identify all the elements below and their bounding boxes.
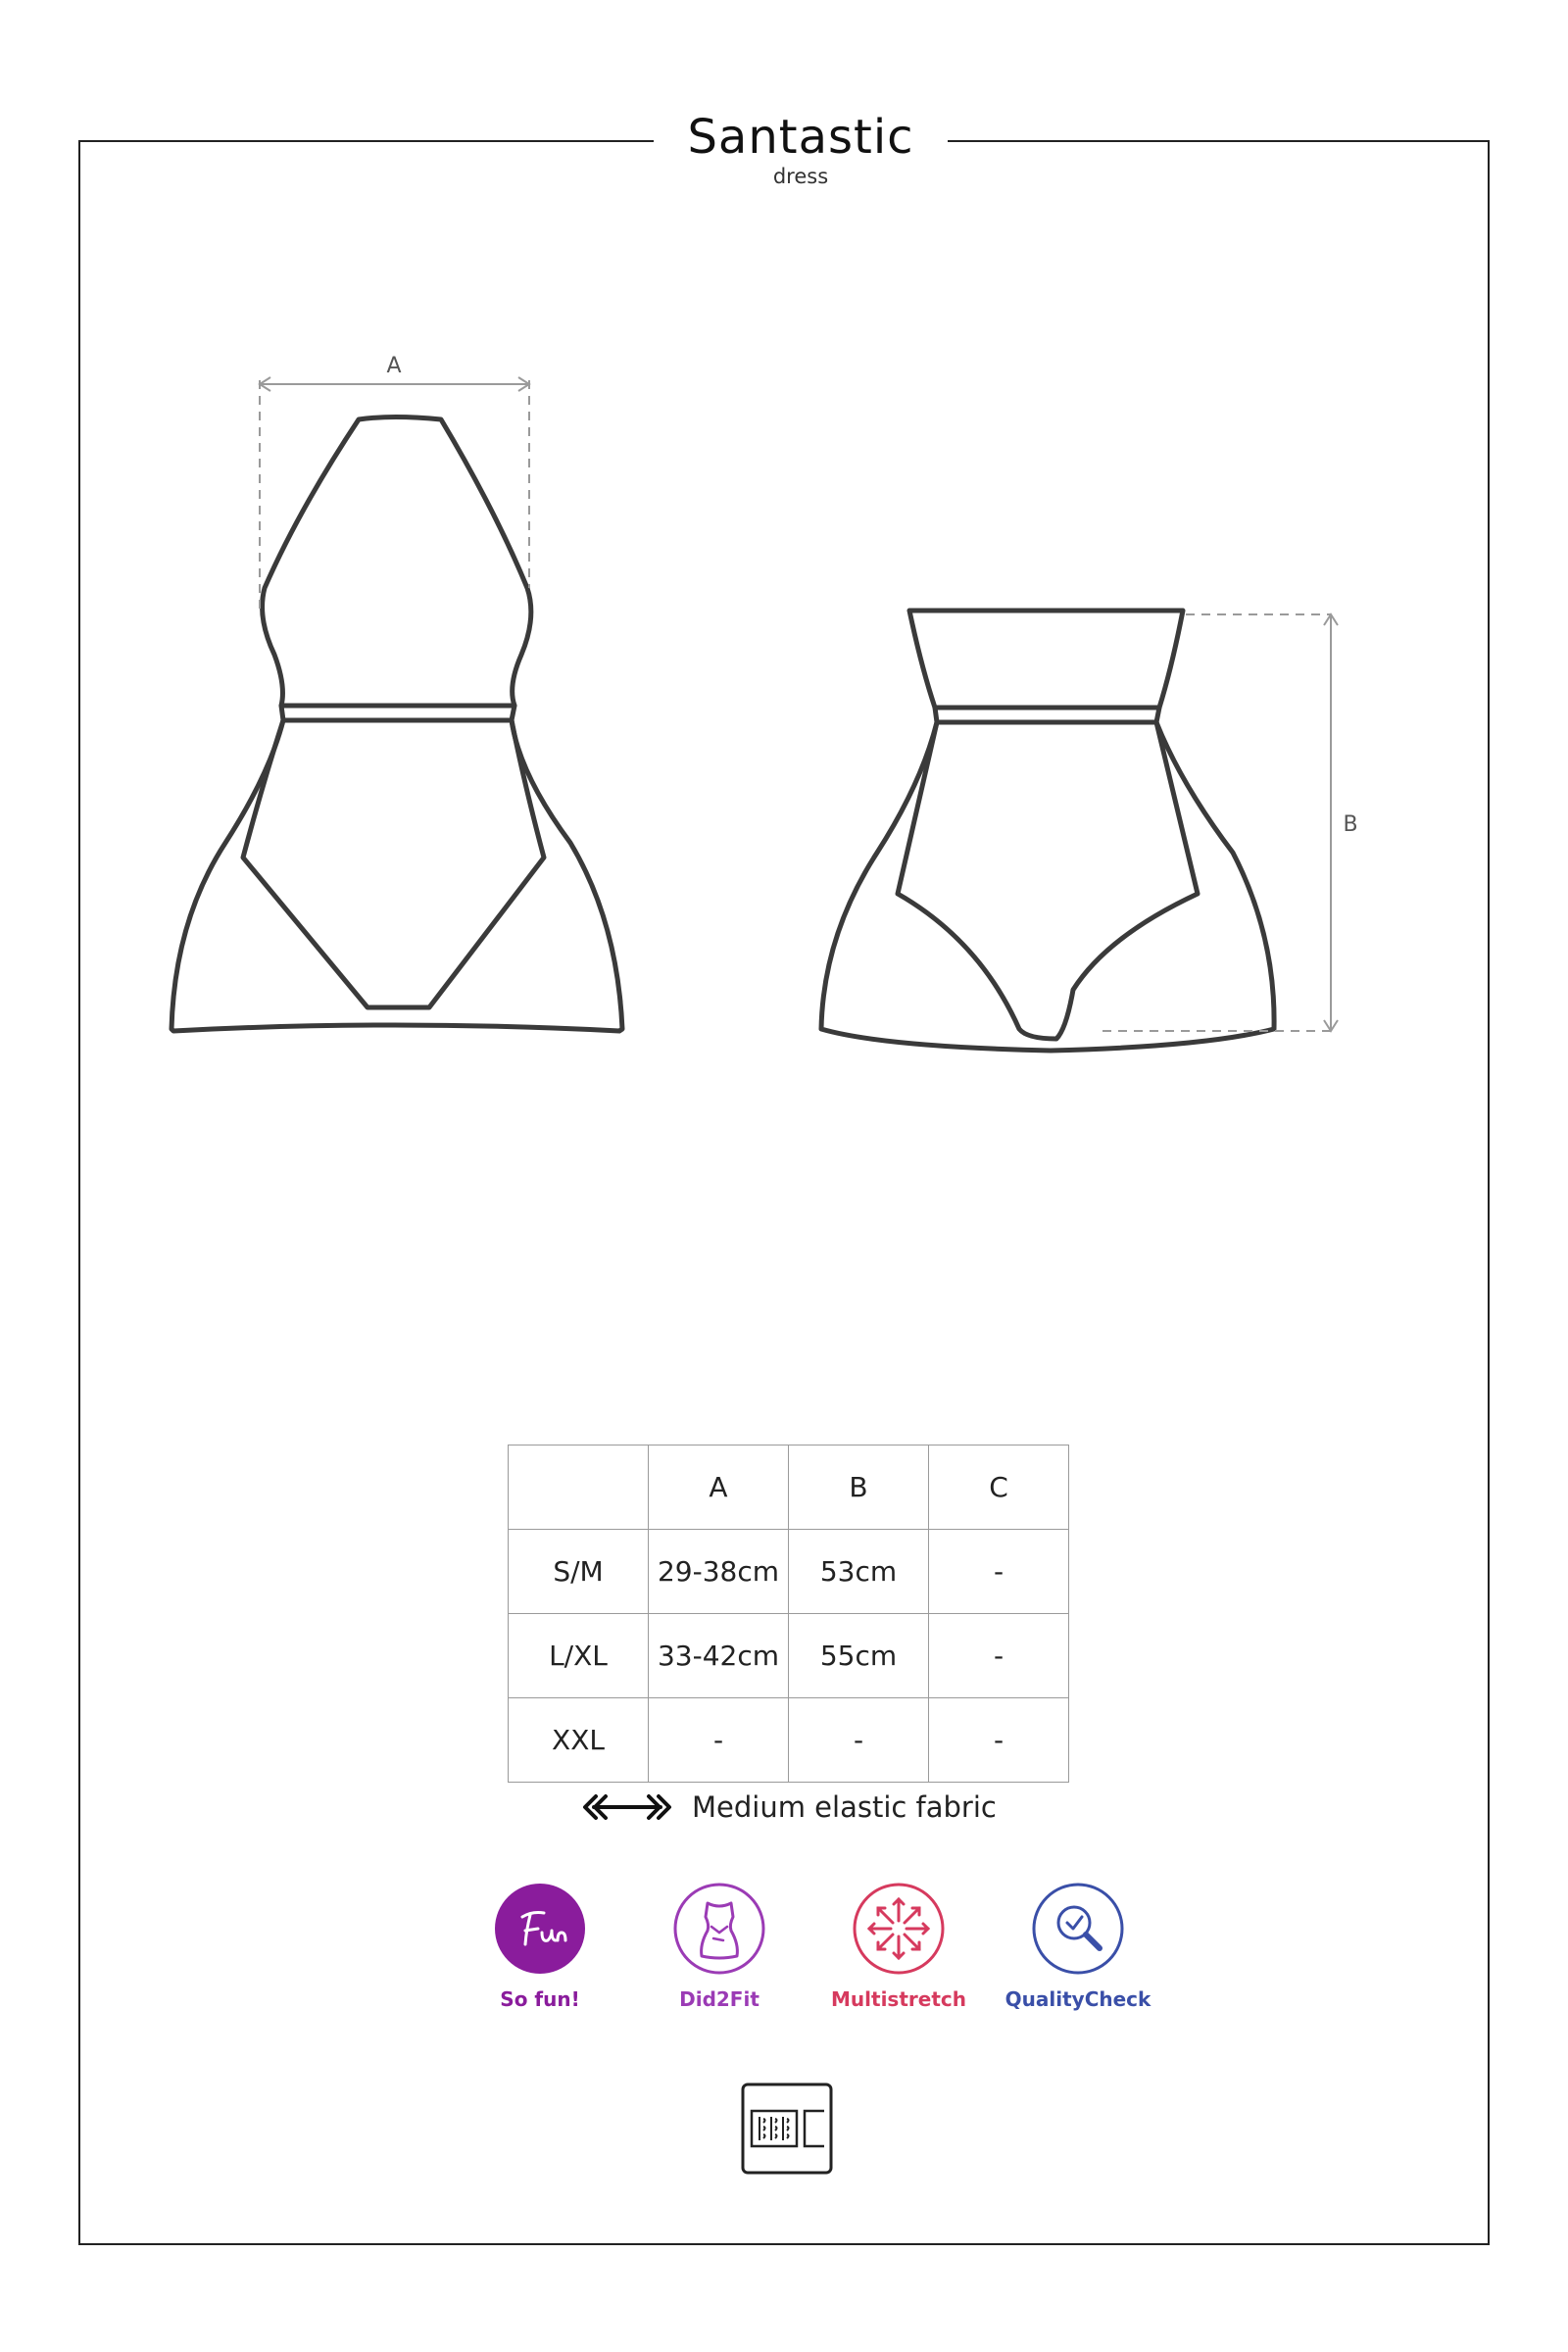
table-row [509,1530,1069,1614]
back-skirt-outline [821,722,1274,1051]
back-waistband [935,708,1159,722]
size-label-cell: S/M [509,1530,649,1614]
front-body-panel [243,720,544,1007]
product-title: Santastic [687,110,914,165]
measure-b-label: B [1343,812,1358,837]
feature-label: QualityCheck [1004,1987,1152,2011]
back-measure-b [1102,614,1338,1031]
measure-a-label: A [386,354,402,378]
front-view [172,417,622,1032]
table-header-cell: B [789,1446,929,1530]
dress-fit-icon [672,1882,766,1976]
size-table [508,1445,1069,1783]
table-cell: - [929,1698,1069,1783]
back-top-band [909,611,1183,708]
table-row [509,1698,1069,1783]
table-header-cell [509,1446,649,1530]
front-skirt-outline [172,720,622,1031]
table-cell: - [929,1614,1069,1698]
fabric-label: Medium elastic fabric [692,1790,997,1824]
front-measure-a [260,377,529,615]
size-label-cell: XXL [509,1698,649,1783]
table-header-cell: C [929,1446,1069,1530]
feature-did2fit [631,1882,808,2011]
table-cell: 53cm [789,1530,929,1614]
feature-label: Did2Fit [679,1987,760,2011]
table-cell: 33-42cm [649,1614,789,1698]
front-halter-outline [263,417,531,707]
feature-label: Multistretch [831,1987,966,2011]
double-arrow-icon [580,1792,674,1822]
multistretch-icon [852,1882,946,1976]
front-waistband [281,706,514,720]
feature-label: So fun! [500,1987,580,2011]
table-cell: - [789,1698,929,1783]
table-cell: 29-38cm [649,1530,789,1614]
product-subtitle: dress [772,165,829,188]
fun-icon [493,1882,587,1976]
table-header-cell: A [649,1446,789,1530]
table-header-row [509,1446,1069,1530]
table-cell: - [929,1530,1069,1614]
back-view [821,611,1274,1051]
table-cell: 55cm [789,1614,929,1698]
table-cell: - [649,1698,789,1783]
hook-fastener-icon [740,2082,834,2176]
feature-multistretch [810,1882,987,2011]
back-body-panel [898,722,1198,1039]
feature-so-fun [452,1882,628,2011]
feature-quality-check [990,1882,1166,2011]
size-label-cell: L/XL [509,1614,649,1698]
table-row [509,1614,1069,1698]
quality-check-icon [1031,1882,1125,1976]
fabric-info [580,1788,997,1827]
